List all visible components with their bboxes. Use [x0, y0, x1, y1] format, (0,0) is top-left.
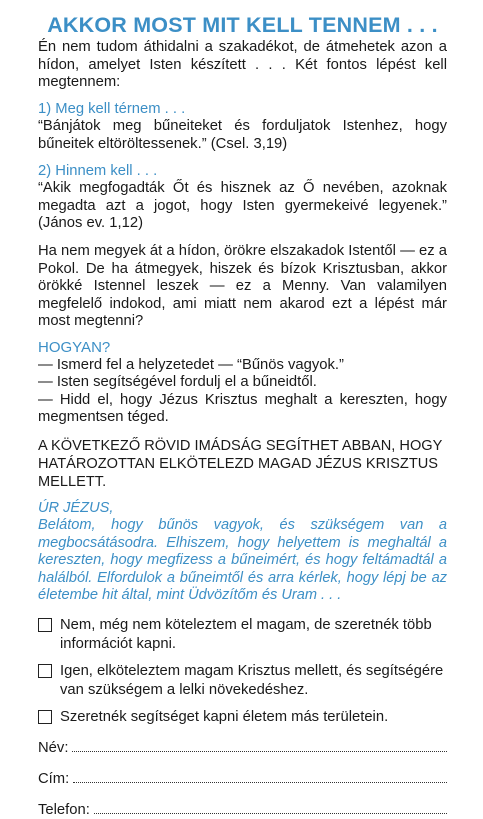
phone-field[interactable]: [94, 801, 447, 814]
name-label: Név:: [38, 740, 69, 757]
address-field[interactable]: [73, 770, 447, 783]
checkbox[interactable]: [38, 618, 52, 632]
prayer-address: ÚR JÉZUS,: [38, 499, 114, 516]
checkbox-option-committed: [38, 662, 447, 700]
prayer-body: Belátom, hogy bűnös vagyok, és szükségem van a megbocsátásodra. Elhiszem, hogy helyettem is meghaltál a kereszten, hogy megfizess a bűneimért, és hogy feltámadtál a halálból. Elfordulok a bűneimtől és arra kérlek, hogy lépj be az életembe hit által, mint Üdvözítőm és Uram . . .: [38, 517, 447, 603]
phone-label: Telefon:: [38, 802, 90, 819]
address-label: Cím:: [38, 771, 70, 788]
checkbox-label: Igen, elköteleztem magam Krisztus mellett, és segítségére van szükségem a lelki növekedéshez.: [60, 663, 444, 699]
checkbox-label: Nem, még nem köteleztem el magam, de szeretnék több információt kapni.: [60, 617, 432, 653]
intro-paragraph: Én nem tudom áthidalni a szakadékot, de átmehetek azon a hídon, amelyet Isten készített . . . Két fontos lépést kell megtennem:: [38, 39, 447, 91]
checkbox-option-other-help: [38, 708, 447, 727]
checkbox-option-more-info: [38, 616, 447, 654]
how-item: — Isten segítségével fordulj el a bűneidtől.: [38, 374, 317, 391]
checkbox[interactable]: [38, 710, 52, 724]
prayer-intro: A KÖVETKEZŐ RÖVID IMÁDSÁG SEGÍTHET ABBAN, HOGY HATÁROZOTTAN ELKÖTELEZD MAGAD JÉZUS KRISZTUS MELLETT.: [38, 437, 443, 490]
checkbox-label: Szeretnék segítséget kapni életem más területein.: [60, 709, 389, 726]
step1-heading: 1) Meg kell térnem . . .: [38, 100, 186, 117]
how-item: — Ismerd fel a helyzetedet — “Bűnös vagyok.”: [38, 356, 344, 373]
how-item: — Hidd el, hogy Jézus Krisztus meghalt a kereszten, hogy megmentsen téged.: [38, 391, 447, 426]
step2-quote: “Akik megfogadták Őt és hisznek az Ő nevében, azoknak megadta azt a jogot, hogy Isten gyermekeivé legyenek.” (János ev. 1,12): [38, 180, 447, 232]
page-title: AKKOR MOST MIT KELL TENNEM . . .: [47, 13, 438, 37]
step1-quote: “Bánjátok meg bűneiteket és forduljatok Istenhez, hogy bűneitek eltöröltessenek.” (Csel. 3,19): [38, 118, 447, 152]
how-heading: HOGYAN?: [38, 338, 111, 356]
name-field[interactable]: [72, 739, 447, 752]
address-field-row: [38, 770, 447, 788]
bridge-paragraph: Ha nem megyek át a hídon, örökre elszakadok Istentől — ez a Pokol. De ha átmegyek, hiszek és bízok Krisztusban, akkor örökké Istennel leszek — ez a Menny. Van valamilyen megfelelő indokod, ami miatt nem akarod ezt a lépést már most megtenni?: [38, 242, 447, 330]
phone-field-row: [38, 801, 447, 819]
checkbox[interactable]: [38, 664, 52, 678]
step2-heading: 2) Hinnem kell . . .: [38, 162, 158, 179]
